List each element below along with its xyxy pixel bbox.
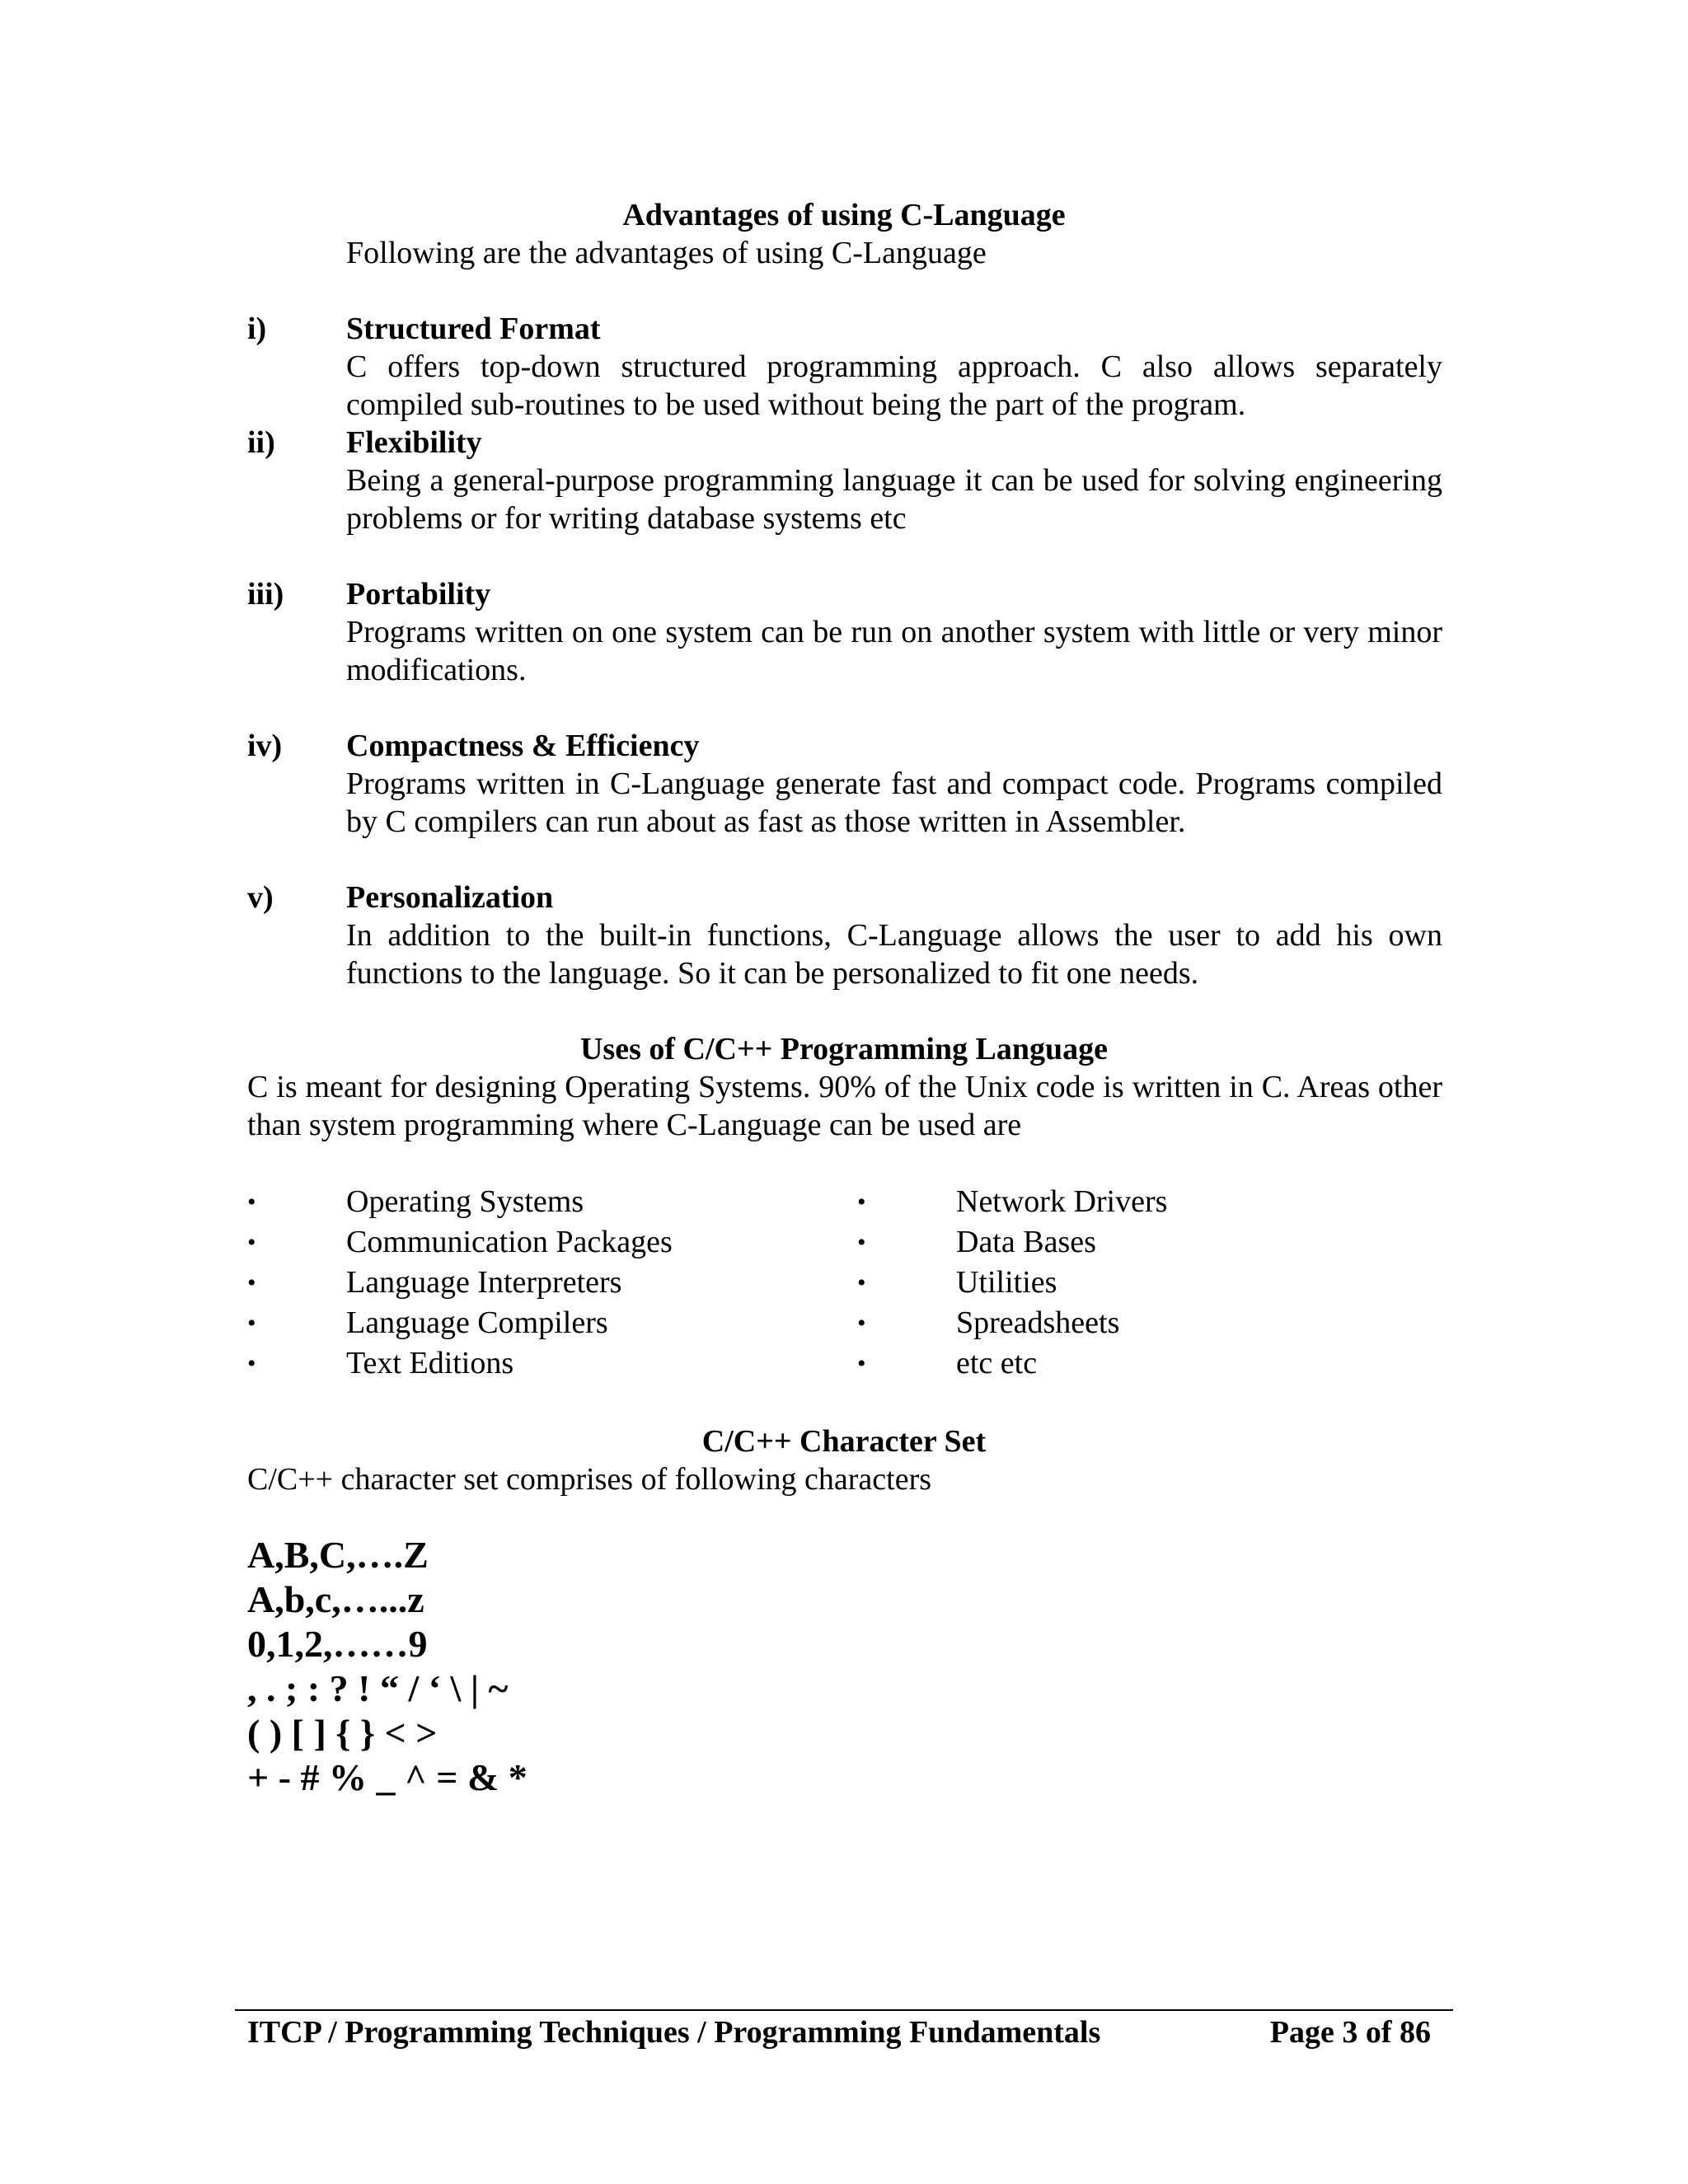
bullet-icon: • (247, 1188, 256, 1216)
list-item (247, 1222, 824, 1263)
list-item-label: Text Editions (346, 1346, 514, 1380)
list-item (857, 1182, 1434, 1222)
list-item-label: Language Interpreters (346, 1265, 622, 1300)
bullet-icon: • (857, 1350, 866, 1377)
list-item (857, 1263, 1434, 1303)
charset-line-brackets: ( ) [ ] { } < > (247, 1712, 438, 1754)
charset-line-punctuation: , . ; : ? ! “ / ‘ \ | ~ (247, 1667, 509, 1709)
list-item-label: Operating Systems (346, 1184, 584, 1219)
bullet-icon: • (247, 1229, 256, 1256)
charset-line-operators: + - # % _ ^ = & * (247, 1756, 528, 1798)
footer-course-title: ITCP / Programming Techniques / Programming Fundamentals (247, 2015, 1101, 2050)
charset-intro: C/C++ character set comprises of following characters (247, 1462, 932, 1497)
uses-right-list (857, 1182, 1434, 1384)
advantage-3-number: iii) (247, 577, 284, 612)
advantage-3-body: Programs written on one system can be run on another system with little or very minor modifications. (346, 615, 1442, 687)
bullet-icon: • (857, 1269, 866, 1296)
advantage-2-number: ii) (247, 425, 275, 460)
list-item (857, 1222, 1434, 1263)
list-item-label: Spreadsheets (956, 1305, 1120, 1340)
list-item-label: Utilities (956, 1265, 1057, 1300)
advantage-1-number: i) (247, 312, 267, 346)
list-item-label: Language Compilers (346, 1305, 608, 1340)
advantage-5-body: In addition to the built-in functions, C-Language allows the user to add his own functions to the language. So it can be personalized to fit one needs. (346, 918, 1442, 991)
advantage-1-body: C offers top-down structured programming approach. C also allows separately compiled sub-routines to be used without being the part of the program. (346, 349, 1442, 422)
footer-page-number: Page 3 of 86 (1269, 2015, 1431, 2050)
list-item (247, 1182, 824, 1222)
advantage-4-number: iv) (247, 729, 283, 763)
list-item-label: Data Bases (956, 1225, 1096, 1259)
footer-divider (235, 2009, 1453, 2011)
bullet-icon: • (247, 1310, 256, 1337)
advantage-4-title: Compactness & Efficiency (346, 729, 700, 763)
bullet-icon: • (247, 1269, 256, 1296)
list-item-label: Communication Packages (346, 1225, 673, 1259)
advantage-5-title: Personalization (346, 880, 554, 915)
list-item (247, 1303, 824, 1343)
bullet-icon: • (857, 1188, 866, 1216)
bullet-icon: • (857, 1310, 866, 1337)
list-item (857, 1303, 1434, 1343)
advantage-3-title: Portability (346, 577, 491, 612)
list-item (247, 1263, 824, 1303)
advantage-4-body: Programs written in C-Language generate fast and compact code. Programs compiled by C compilers can run about as fast as those written in Assembler. (346, 766, 1442, 839)
advantages-heading: Advantages of using C-Language (622, 198, 1066, 232)
advantage-5-number: v) (247, 880, 274, 915)
advantage-2-body: Being a general-purpose programming language it can be used for solving engineering problems or for writing database systems etc (346, 463, 1442, 536)
charset-line-uppercase: A,B,C,….Z (247, 1534, 429, 1576)
list-item (247, 1343, 824, 1384)
advantages-intro: Following are the advantages of using C-Language (346, 236, 987, 270)
uses-heading: Uses of C/C++ Programming Language (579, 1032, 1109, 1066)
uses-intro: C is meant for designing Operating Systems. 90% of the Unix code is written in C. Areas other than system programming where C-Language can be used are (247, 1070, 1442, 1142)
uses-left-list (247, 1182, 824, 1384)
list-item-label: etc etc (956, 1346, 1038, 1380)
charset-line-lowercase: A,b,c,…...z (247, 1578, 424, 1620)
list-item (857, 1343, 1434, 1384)
advantage-1-title: Structured Format (346, 312, 601, 346)
charset-heading: C/C++ Character Set (701, 1424, 987, 1459)
list-item-label: Network Drivers (956, 1184, 1168, 1219)
bullet-icon: • (247, 1350, 256, 1377)
bullet-icon: • (857, 1229, 866, 1256)
advantage-2-title: Flexibility (346, 425, 482, 460)
charset-line-digits: 0,1,2,……9 (247, 1623, 428, 1665)
